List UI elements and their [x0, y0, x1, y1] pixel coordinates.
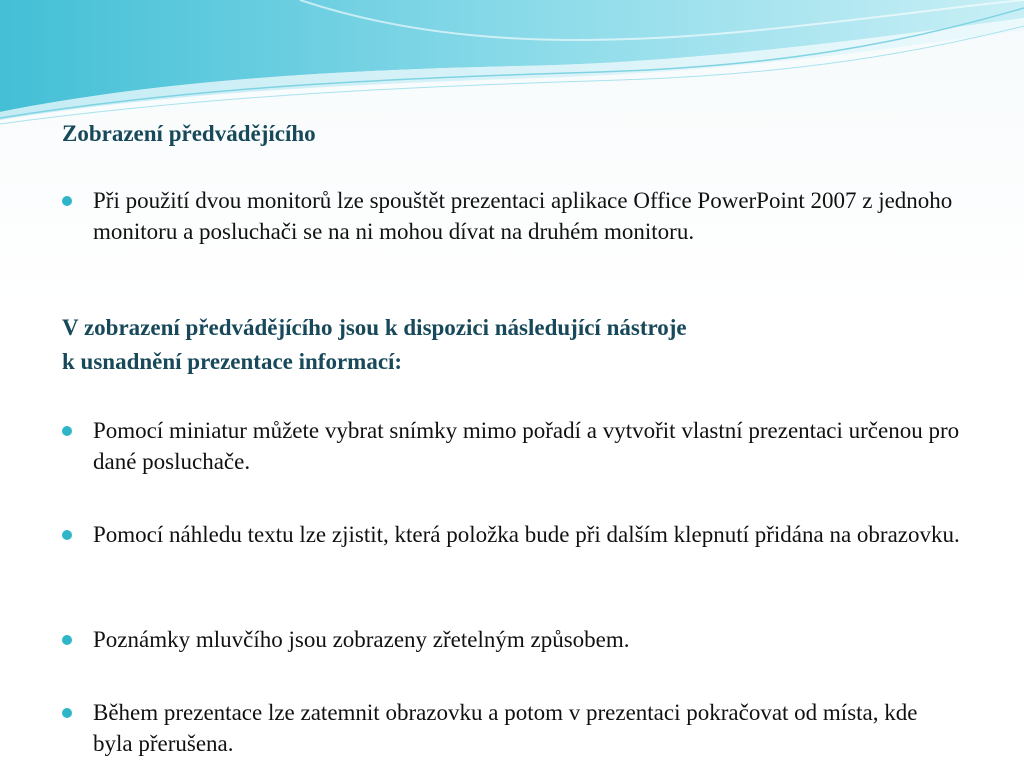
list-item-text: Pomocí miniatur můžete vybrat snímky mimo pořadí a vytvořit vlastní prezentaci určenou pro dané posluchače. [93, 418, 960, 474]
subheading-line-1: V zobrazení předvádějícího jsou k dispozici následující nástroje [62, 315, 687, 340]
bullet-dot-icon [62, 530, 72, 540]
bullet-dot-icon [62, 196, 72, 206]
list-item-text: Při použití dvou monitorů lze spouštět prezentaci aplikace Office PowerPoint 2007 z jednoho monitoru a posluchači se na ni mohou dívat na druhém monitoru. [93, 188, 953, 244]
list-item [62, 415, 962, 477]
list-item [62, 697, 962, 759]
bullet-dot-icon [62, 708, 72, 718]
list-item-text: Během prezentace lze zatemnit obrazovku a potom v prezentaci pokračovat od místa, kde byla přerušena. [93, 700, 918, 756]
list-item-text: Pomocí náhledu textu lze zjistit, která položka bude při dalším klepnutí přidána na obrazovku. [93, 522, 960, 547]
subheading-line-2: k usnadnění prezentace informací: [62, 349, 403, 374]
list-item [62, 519, 962, 550]
list-item [62, 185, 962, 247]
bullet-dot-icon [62, 426, 72, 436]
list-item [62, 624, 962, 655]
slide-title: Zobrazení předvádějícího [62, 121, 316, 146]
list-item-text: Poznámky mluvčího jsou zobrazeny zřetelným způsobem. [93, 627, 630, 652]
decorative-wave-header [0, 0, 1024, 130]
bullet-dot-icon [62, 635, 72, 645]
